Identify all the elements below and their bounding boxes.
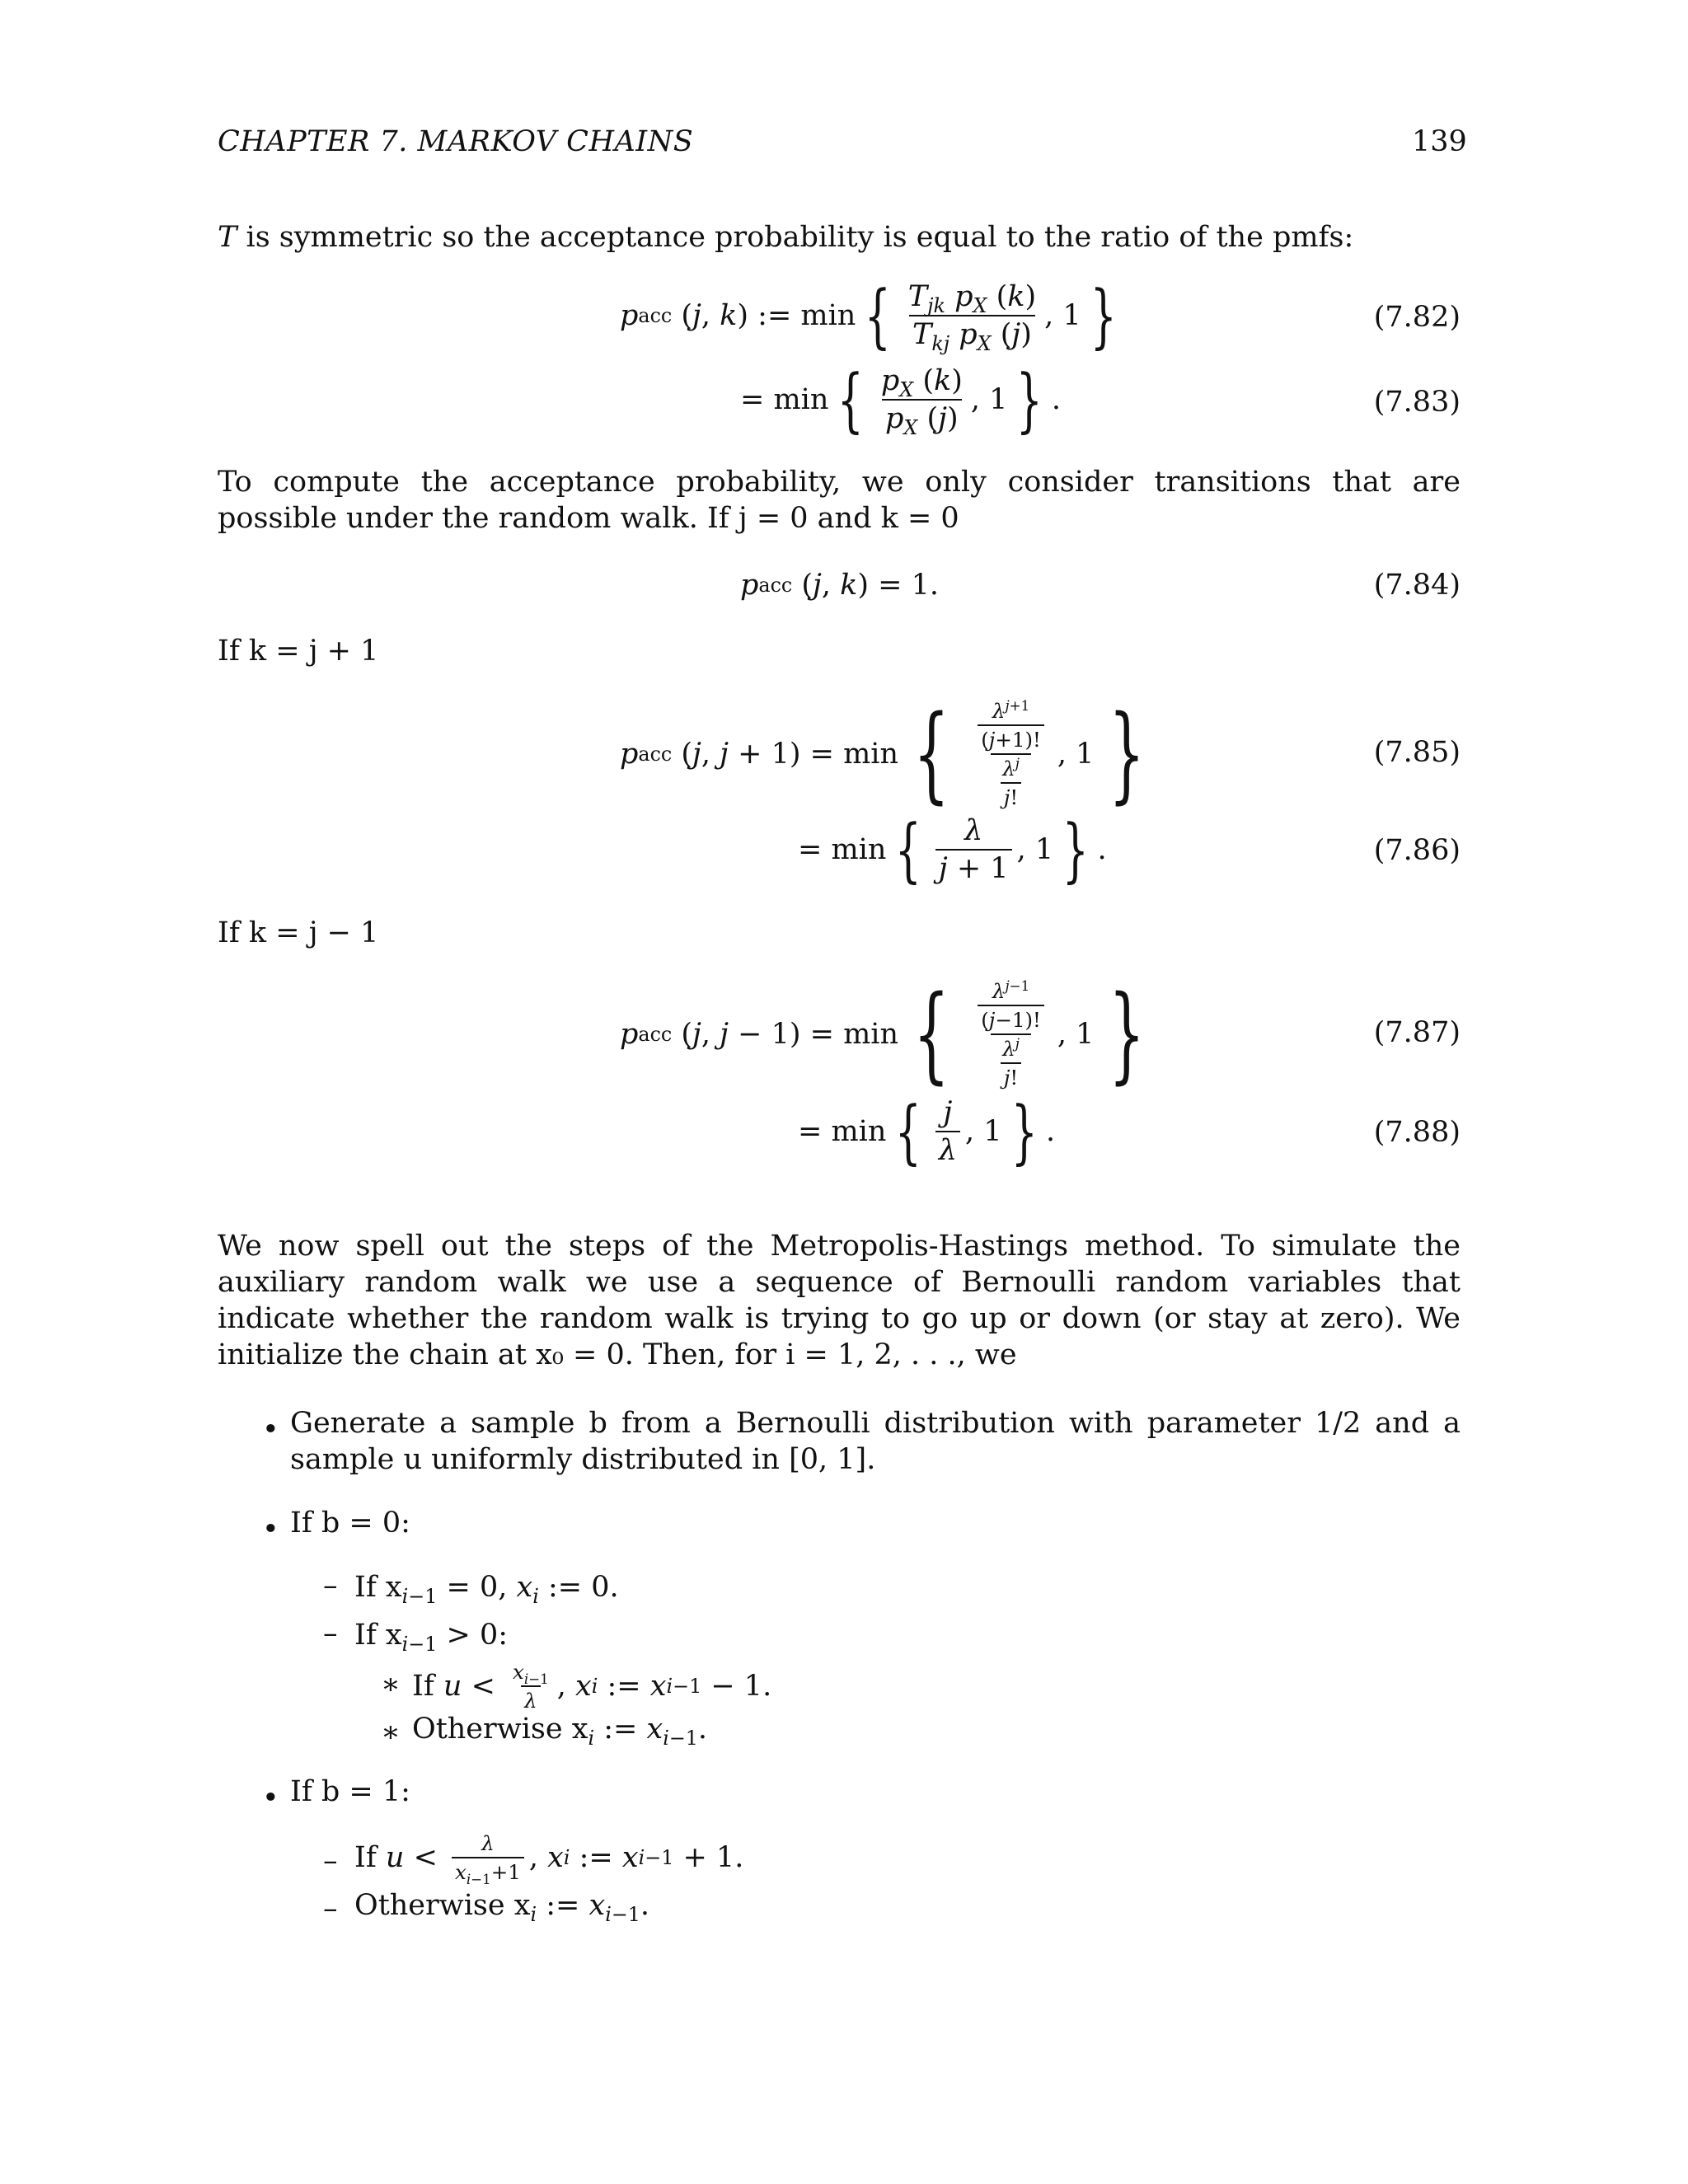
sub-bullet-x-positive-text: If x (354, 1619, 402, 1652)
intro-var: T (218, 221, 237, 254)
bullet-generate-sample: Generate a sample b from a Bernoulli distribution with parameter 1/2 and a sample u uniformly distributed in [0, 1]. (290, 1407, 1461, 1476)
sub-bullet-x-zero-text: If x (354, 1571, 402, 1604)
sub-sub-bullet-stay: Otherwise $x_i$ := $x_{i-1}$. (412, 1713, 708, 1750)
equation-number: (7.84) (1373, 569, 1461, 602)
bullet-marker: • (262, 1513, 279, 1546)
intro-line (218, 221, 1353, 254)
equation-number: (7.85) (1373, 736, 1461, 769)
equation-number: (7.83) (1373, 386, 1461, 419)
sub-sub-bullet-stay-text: Otherwise x (412, 1713, 588, 1746)
intro-text: is symmetric so the acceptance probability is equal to the ratio of the pmfs: (246, 221, 1354, 254)
star-marker: ∗ (381, 1716, 401, 1749)
bullet-b-zero: If b = 0: (290, 1507, 410, 1540)
equation-7-82: p acc ( j , k ) := min { $\frac{T_{jk} p_X (k)}{T_{kj} p_X (j)}$ , 1 } (620, 275, 1117, 356)
paragraph-metropolis-hastings: We now spell out the steps of the Metropolis-Hastings method. To simulate the auxiliary random walk we use a sequence of Bernoulli random variables that indicate whether the random walk is trying to go up or down (or stay at zero). We initialize the chain at x₀ = 0. Then, for i = 1, 2, . . ., we (218, 1230, 1461, 1371)
sub-sub-bullet-move-down: If u < $\frac{x_{i-1}}{\lambda}$ , x i := x i−1 − 1. (412, 1660, 772, 1713)
running-header: CHAPTER 7. MARKOV CHAINS (218, 125, 694, 158)
equation-7-86: = min { $\frac{\lambda}{j + 1}$ , 1 } . (798, 809, 1107, 890)
equation-number: (7.82) (1373, 301, 1461, 334)
equation-7-83: = min { $\frac{p_X (k)}{p_X (j)}$ , 1 } . (740, 359, 1061, 440)
bullet-b-one: If b = 1: (290, 1775, 410, 1808)
dash-marker: – (323, 1892, 338, 1925)
sub-bullet-x-positive: If $x_{i-1} > 0$: (354, 1619, 509, 1656)
bullet-marker: • (262, 1782, 279, 1815)
sub-bullet-x-zero: If $x_{i-1} = 0$, $x_i$ := 0. (354, 1571, 619, 1608)
equation-number: (7.88) (1373, 1116, 1461, 1149)
equation-7-85: p acc ( j , j + 1) = min { $\frac{\frac{\lambda^{j+1}}{(j+1)!}}{\frac{\lambda^j}{j!}}$ , 1 } (620, 693, 1146, 814)
case-label-up: If k = j + 1 (218, 635, 379, 668)
equation-number: (7.87) (1373, 1016, 1461, 1049)
equation-7-87: p acc ( j , j − 1) = min { $\frac{\frac{\lambda^{j-1}}{(j-1)!}}{\frac{\lambda^j}{j!}}$ , 1 } (620, 973, 1146, 1094)
dash-marker: – (323, 1569, 338, 1602)
equation-7-88: = min { $\frac{j}{\lambda}$ , 1 } . (798, 1091, 1056, 1172)
equation-7-84: p acc ( j , k ) = 1. (740, 569, 940, 602)
equation-number: (7.86) (1373, 834, 1461, 867)
page-number: 139 (1412, 125, 1467, 158)
case-label-down: If k = j − 1 (218, 916, 379, 949)
dash-marker: – (323, 1844, 338, 1877)
star-marker: ∗ (381, 1668, 401, 1701)
sub-bullet-stay-up-text: Otherwise x (354, 1889, 531, 1922)
bullet-marker: • (262, 1413, 279, 1446)
sub-bullet-move-up: If u < $\frac{\lambda}{x_{i-1}+1}$ , x i := x i−1 + 1. (354, 1831, 744, 1887)
dash-marker: – (323, 1617, 338, 1650)
paragraph-random-walk: To compute the acceptance probability, we only consider transitions that are possible under the random walk. If j = 0 and k = 0 (218, 466, 1461, 535)
sub-bullet-stay-up: Otherwise $x_i$ := $x_{i-1}$. (354, 1889, 650, 1926)
